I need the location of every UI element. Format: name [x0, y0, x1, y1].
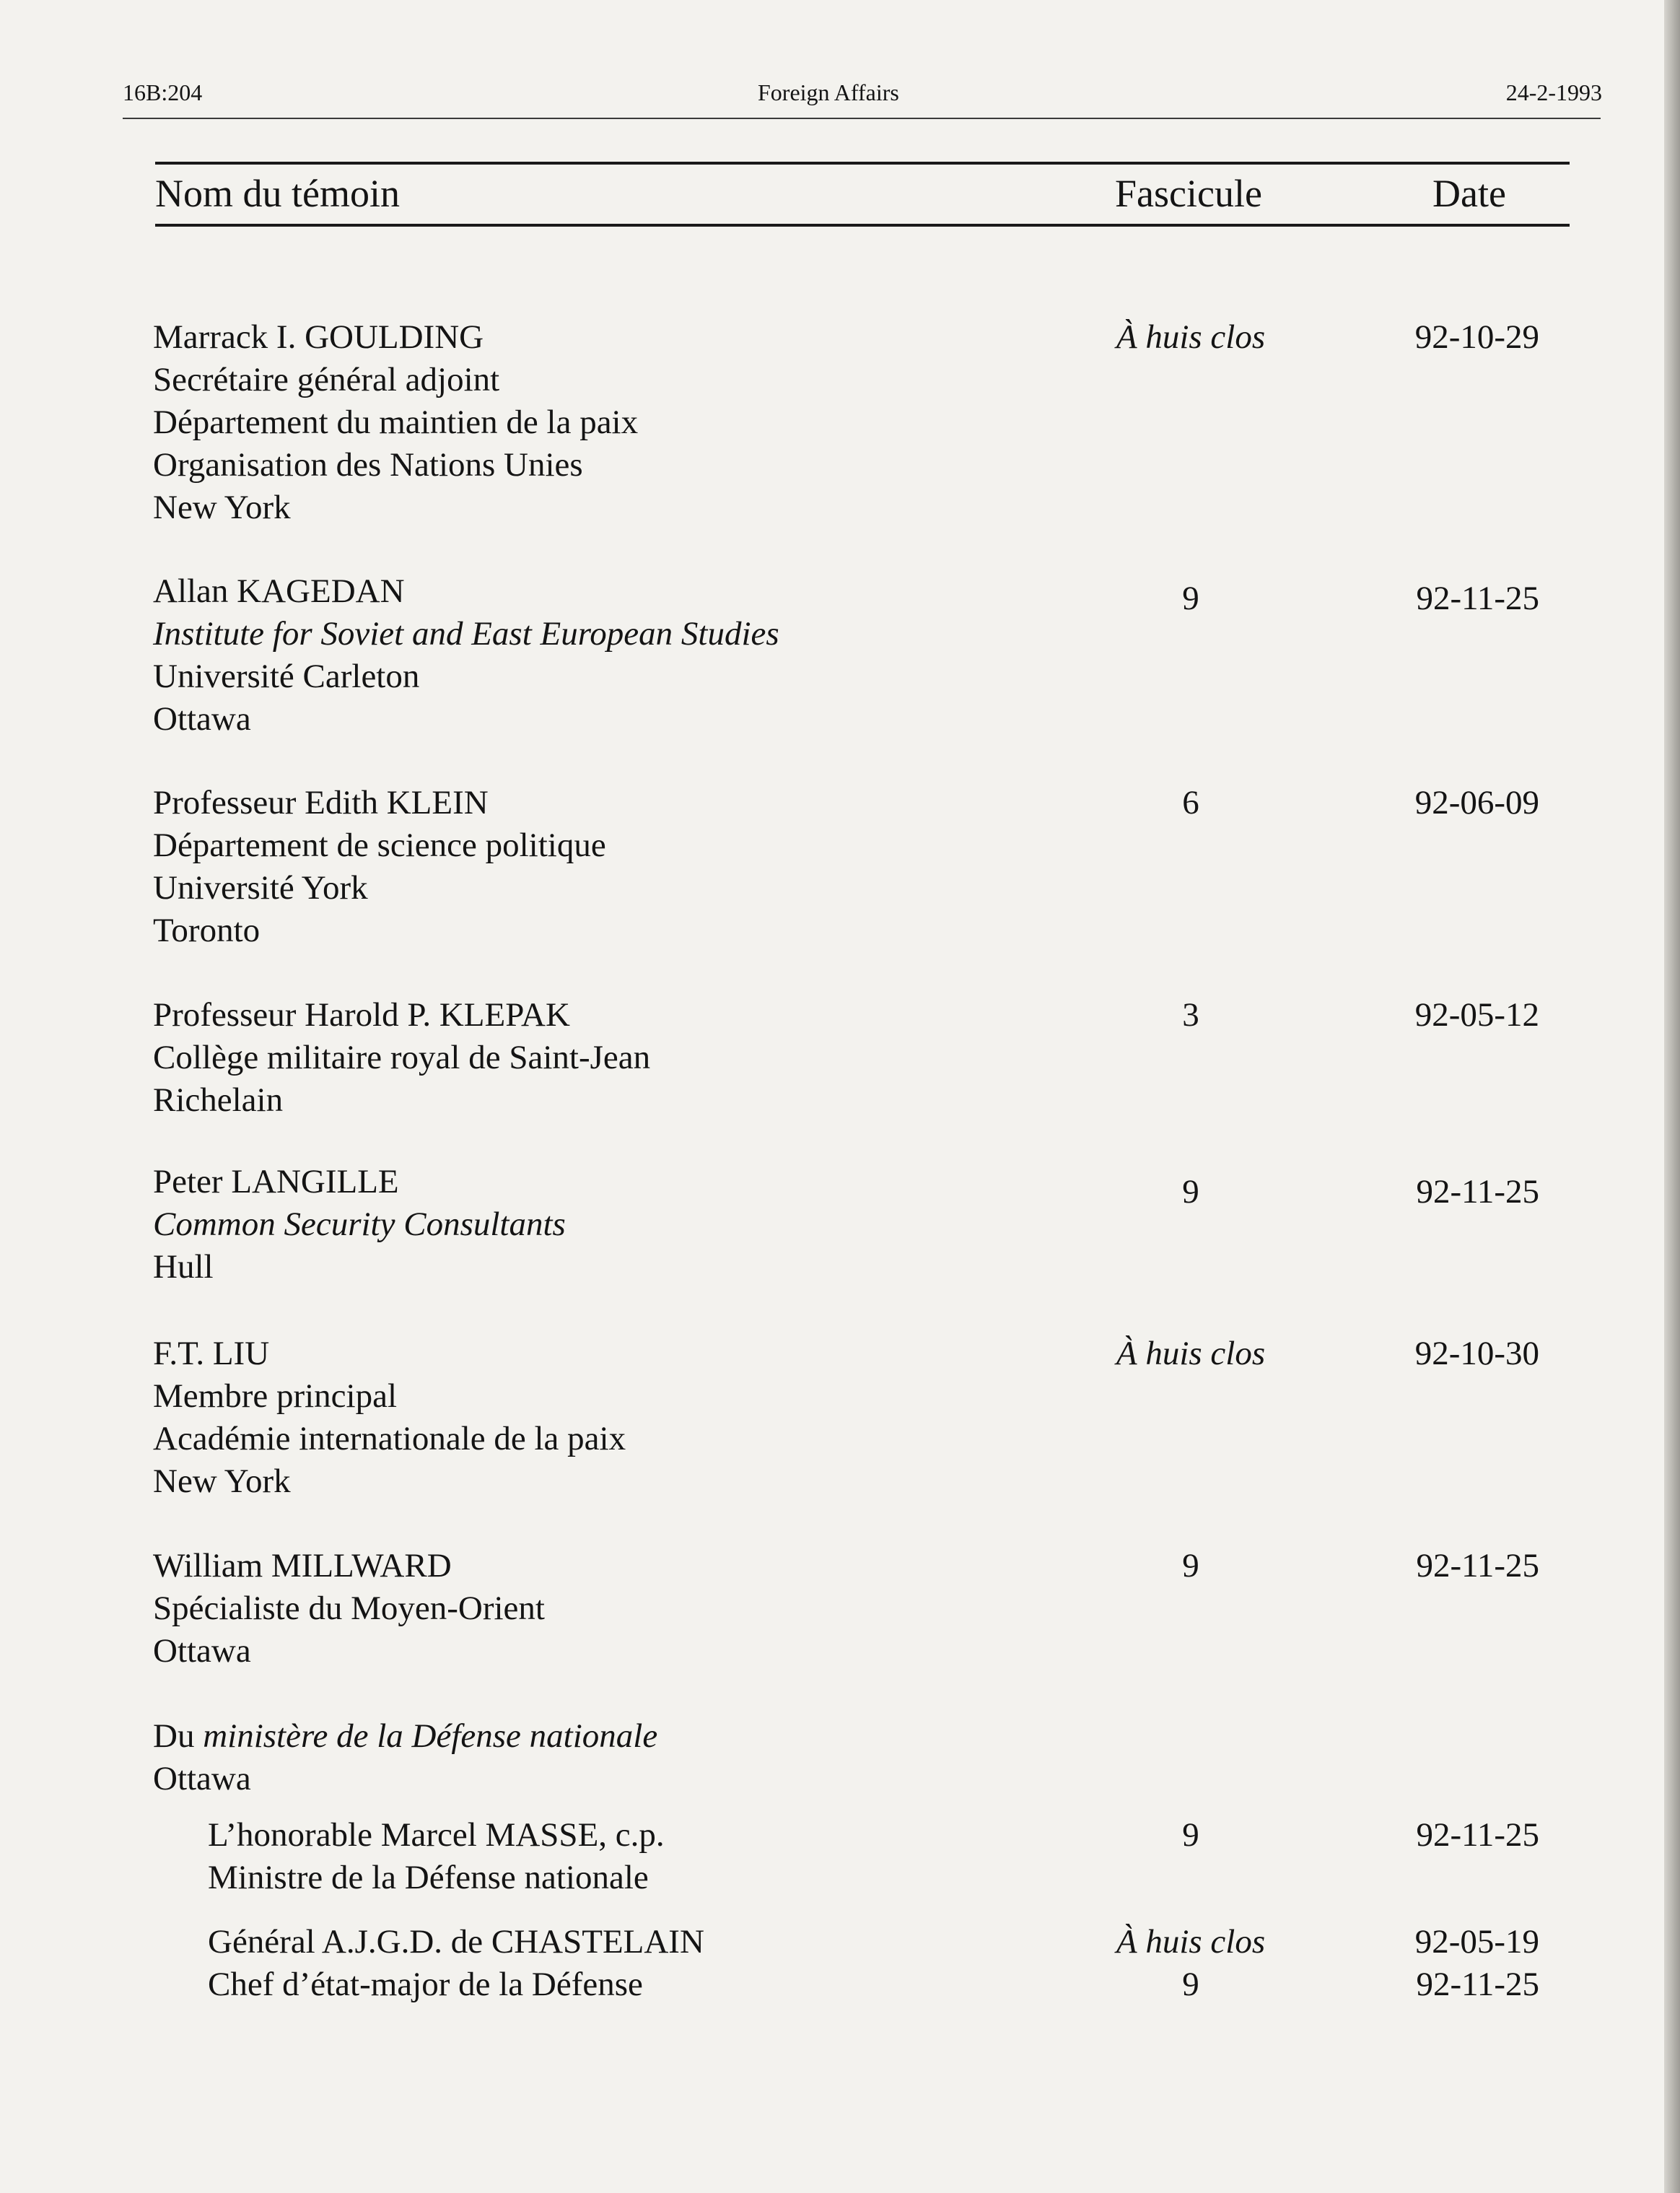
witness-city: Richelain [153, 1081, 284, 1119]
witness-organisation: Académie internationale de la paix [153, 1420, 626, 1457]
witness-details [153, 1161, 566, 1289]
witness-name: L’honorable Marcel MASSE, c.p. [208, 1816, 665, 1854]
witness-fascicule: 3 [1182, 996, 1199, 1034]
witness-fascicule: À huis clos [1116, 1923, 1266, 1961]
witness-city: Hull [153, 1248, 214, 1286]
witness-details [153, 994, 650, 1122]
witness-details [153, 1545, 545, 1673]
witness-city: New York [153, 1462, 291, 1500]
witness-fascicule: 9 [1182, 1547, 1199, 1584]
column-header-fascicule: Fascicule [1115, 172, 1262, 215]
column-header-name: Nom du témoin [155, 172, 400, 215]
witness-name: Professeur Edith KLEIN [153, 784, 489, 821]
department-heading [153, 1715, 657, 1758]
witness-date: 92-10-29 [1414, 318, 1539, 356]
witness-details [208, 1921, 704, 2006]
witness-affiliation: Institute for Soviet and East European Studies [153, 615, 779, 653]
witness-title: Ministre de la Défense nationale [208, 1859, 649, 1896]
witness-fascicule-second: 9 [1182, 1966, 1199, 2003]
witness-details [153, 782, 606, 952]
witness-organisation: Collège militaire royal de Saint-Jean [153, 1039, 651, 1076]
witness-name: Marrack I. GOULDING [153, 318, 484, 356]
department-prefix: Du [153, 1717, 204, 1755]
witness-name: Général A.J.G.D. de CHASTELAIN [208, 1923, 704, 1961]
witness-title: Spécialiste du Moyen-Orient [153, 1590, 545, 1627]
witness-affiliation: Département de science politique [153, 827, 606, 864]
witness-city: New York [153, 489, 291, 526]
column-header-date: Date [1432, 172, 1506, 215]
witness-city: Ottawa [153, 1632, 251, 1670]
witness-date: 92-11-25 [1416, 1173, 1539, 1211]
witness-fascicule: 9 [1182, 580, 1199, 617]
witness-affiliation: Common Security Consultants [153, 1206, 566, 1243]
witness-name: Allan KAGEDAN [153, 572, 405, 610]
table-header-rule [155, 224, 1570, 227]
page-edge-shadow [1664, 0, 1680, 2193]
department-name: ministère de la Défense nationale [203, 1717, 658, 1755]
witness-details [153, 570, 779, 741]
witness-fascicule: 9 [1182, 1816, 1199, 1854]
witness-date: 92-11-25 [1416, 580, 1539, 617]
witness-details [153, 1333, 626, 1503]
witness-details [153, 316, 638, 529]
witness-details [208, 1814, 665, 1899]
witness-date: 92-05-19 [1414, 1923, 1539, 1961]
witness-fascicule: À huis clos [1116, 318, 1266, 356]
witness-fascicule: 6 [1182, 784, 1199, 821]
witness-name: F.T. LIU [153, 1335, 270, 1372]
witness-organisation: Organisation des Nations Unies [153, 446, 583, 484]
running-title: Foreign Affairs [758, 79, 899, 105]
page-number: 16B:204 [123, 79, 203, 105]
witness-fascicule: À huis clos [1116, 1335, 1266, 1372]
witness-title: Secrétaire général adjoint [153, 361, 500, 398]
witness-date: 92-10-30 [1414, 1335, 1539, 1372]
running-date: 24-2-1993 [1505, 79, 1602, 105]
witness-name: William MILLWARD [153, 1547, 452, 1584]
witness-fascicule: 9 [1182, 1173, 1199, 1211]
department-city: Ottawa [153, 1760, 251, 1797]
witness-organisation: Université Carleton [153, 658, 420, 695]
witness-organisation: Université York [153, 869, 368, 907]
witness-date: 92-06-09 [1414, 784, 1539, 821]
witness-date: 92-11-25 [1416, 1816, 1539, 1854]
witness-name: Professeur Harold P. KLEPAK [153, 996, 570, 1034]
table-top-rule [155, 162, 1570, 165]
witness-name: Peter LANGILLE [153, 1163, 399, 1200]
header-rule [123, 118, 1601, 119]
witness-date: 92-11-25 [1416, 1547, 1539, 1584]
witness-title: Chef d’état-major de la Défense [208, 1966, 643, 2003]
witness-city: Toronto [153, 912, 261, 949]
witness-date-second: 92-11-25 [1416, 1966, 1539, 2003]
witness-date: 92-05-12 [1414, 996, 1539, 1034]
witness-title: Membre principal [153, 1377, 398, 1415]
witness-affiliation: Département du maintien de la paix [153, 404, 639, 441]
department-details [153, 1715, 657, 1800]
witness-city: Ottawa [153, 700, 251, 738]
